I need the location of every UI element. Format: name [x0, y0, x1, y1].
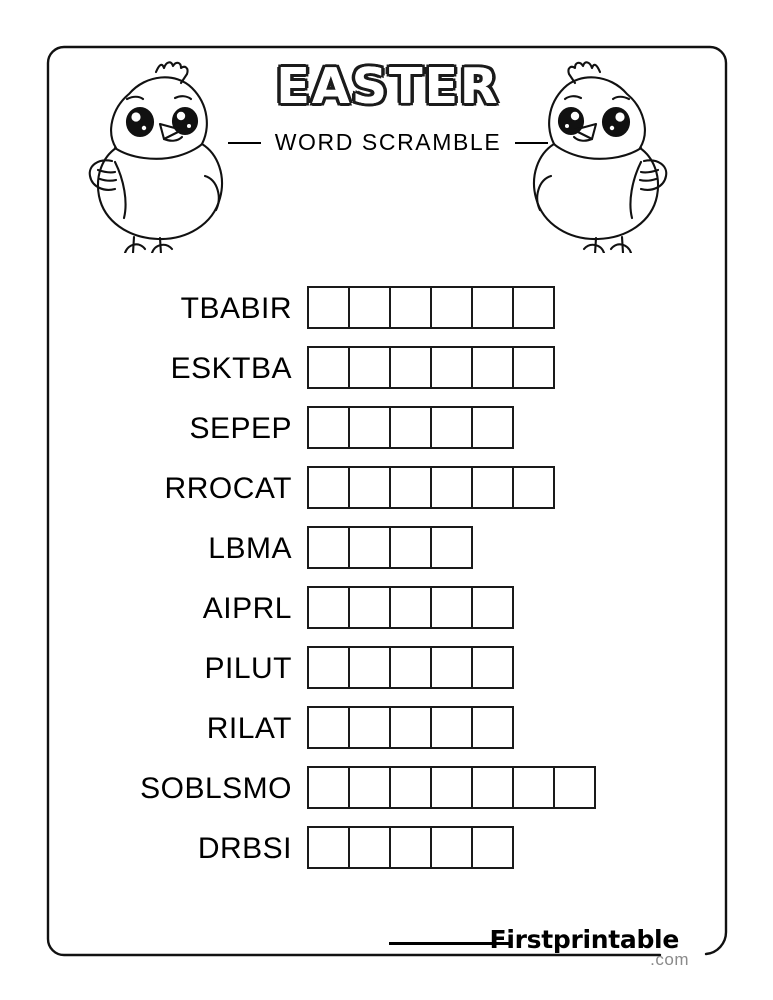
scrambled-word: RROCAT	[164, 472, 292, 505]
letter-box[interactable]	[512, 766, 555, 809]
letter-box[interactable]	[389, 406, 432, 449]
answer-boxes	[307, 526, 473, 569]
answer-boxes	[307, 766, 596, 809]
answer-boxes	[307, 406, 514, 449]
letter-box[interactable]	[471, 826, 514, 869]
letter-box[interactable]	[348, 706, 391, 749]
letter-box[interactable]	[307, 646, 350, 689]
puzzle-row	[0, 766, 773, 826]
puzzle-row	[0, 346, 773, 406]
letter-box[interactable]	[348, 346, 391, 389]
letter-box[interactable]	[430, 826, 473, 869]
letter-box[interactable]	[307, 526, 350, 569]
chick-illustration-left	[68, 58, 248, 253]
brand-name: Firstprintable	[489, 925, 679, 954]
letter-box[interactable]	[307, 766, 350, 809]
letter-box[interactable]	[471, 286, 514, 329]
scrambled-word: SEPEP	[189, 412, 292, 445]
letter-box[interactable]	[430, 406, 473, 449]
scrambled-word: DRBSI	[197, 832, 292, 865]
letter-box[interactable]	[307, 466, 350, 509]
page-subtitle: WORD SCRAMBLE	[274, 129, 502, 155]
letter-box[interactable]	[348, 586, 391, 629]
puzzle-row	[0, 406, 773, 466]
scrambled-word: PILUT	[204, 652, 292, 685]
letter-box[interactable]	[348, 466, 391, 509]
title-block	[228, 58, 548, 156]
letter-box[interactable]	[307, 286, 350, 329]
letter-box[interactable]	[471, 466, 514, 509]
letter-box[interactable]	[348, 766, 391, 809]
puzzle-row	[0, 826, 773, 886]
letter-box[interactable]	[307, 586, 350, 629]
letter-box[interactable]	[389, 646, 432, 689]
letter-box[interactable]	[471, 706, 514, 749]
letter-box[interactable]	[389, 286, 432, 329]
letter-box[interactable]	[389, 466, 432, 509]
letter-box[interactable]	[430, 706, 473, 749]
answer-boxes	[307, 466, 555, 509]
page-title: EASTER	[276, 58, 500, 115]
letter-box[interactable]	[512, 346, 555, 389]
letter-box[interactable]	[471, 586, 514, 629]
letter-box[interactable]	[430, 646, 473, 689]
letter-box[interactable]	[430, 286, 473, 329]
answer-boxes	[307, 586, 514, 629]
letter-box[interactable]	[389, 586, 432, 629]
letter-box[interactable]	[389, 346, 432, 389]
answer-boxes	[307, 346, 555, 389]
letter-box[interactable]	[389, 706, 432, 749]
brand-tld: .com	[650, 950, 689, 969]
letter-box[interactable]	[348, 646, 391, 689]
answer-boxes	[307, 646, 514, 689]
letter-box[interactable]	[553, 766, 596, 809]
chick-illustration-right	[508, 58, 688, 253]
letter-box[interactable]	[307, 346, 350, 389]
letter-box[interactable]	[389, 766, 432, 809]
dash-left-icon	[228, 142, 261, 144]
letter-box[interactable]	[307, 406, 350, 449]
letter-box[interactable]	[348, 526, 391, 569]
subtitle-row	[228, 129, 548, 156]
scrambled-word: TBABIR	[180, 292, 292, 325]
letter-box[interactable]	[430, 526, 473, 569]
letter-box[interactable]	[430, 346, 473, 389]
scrambled-word: RILAT	[206, 712, 292, 745]
letter-box[interactable]	[389, 826, 432, 869]
puzzle-row	[0, 466, 773, 526]
puzzle-row	[0, 706, 773, 766]
scrambled-word: SOBLSMO	[140, 772, 292, 805]
puzzle-row	[0, 586, 773, 646]
scrambled-word: AIPRL	[202, 592, 292, 625]
answer-boxes	[307, 706, 514, 749]
letter-box[interactable]	[348, 286, 391, 329]
puzzle-row	[0, 286, 773, 346]
letter-box[interactable]	[348, 826, 391, 869]
letter-box[interactable]	[512, 286, 555, 329]
worksheet-header	[48, 50, 726, 260]
letter-box[interactable]	[471, 406, 514, 449]
letter-box[interactable]	[471, 646, 514, 689]
letter-box[interactable]	[430, 586, 473, 629]
letter-box[interactable]	[471, 766, 514, 809]
letter-box[interactable]	[389, 526, 432, 569]
puzzle-row	[0, 526, 773, 586]
letter-box[interactable]	[471, 346, 514, 389]
answer-boxes	[307, 286, 555, 329]
letter-box[interactable]	[348, 406, 391, 449]
letter-box[interactable]	[430, 766, 473, 809]
puzzle-row	[0, 646, 773, 706]
letter-box[interactable]	[307, 826, 350, 869]
letter-box[interactable]	[430, 466, 473, 509]
scrambled-word: ESKTBA	[170, 352, 292, 385]
letter-box[interactable]	[512, 466, 555, 509]
letter-box[interactable]	[307, 706, 350, 749]
word-scramble-list	[0, 286, 773, 886]
footer-branding	[427, 920, 727, 974]
answer-boxes	[307, 826, 514, 869]
scrambled-word: LBMA	[208, 532, 292, 565]
